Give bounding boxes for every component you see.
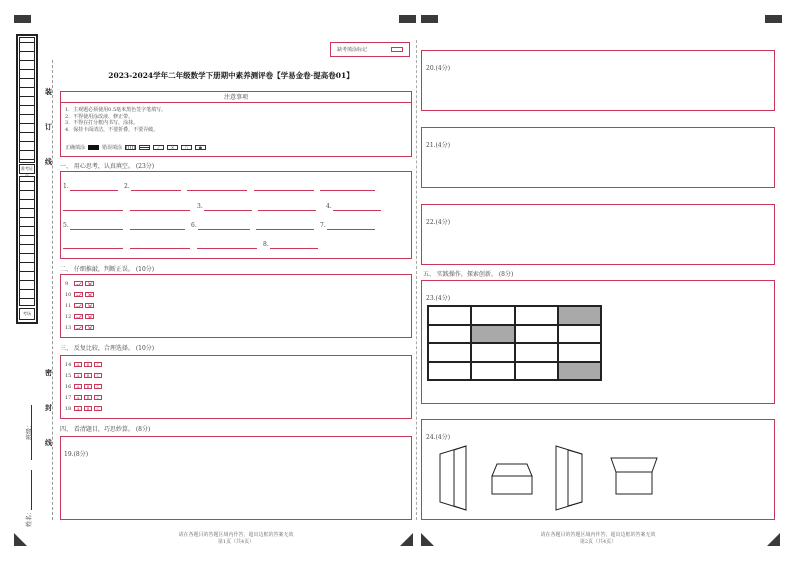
answer-blank[interactable]	[63, 210, 123, 211]
q24-label: 24.(4分)	[426, 434, 451, 441]
check-icon[interactable]	[74, 303, 83, 308]
cross-icon[interactable]	[85, 303, 94, 308]
option-b[interactable]: B	[84, 384, 92, 389]
wrong-fill-sample	[125, 145, 136, 150]
option-b[interactable]: B	[84, 406, 92, 411]
section3-title: 三、 反复比较，合理选择。 (10分)	[60, 345, 155, 352]
q21-label: 21.(4分)	[426, 142, 451, 149]
answer-blank[interactable]	[70, 190, 118, 191]
trapezoid-shape-1	[440, 446, 466, 510]
notice-item: 3．不得在打分框内书写，涂抹。	[65, 120, 139, 126]
judge-row: 10	[65, 292, 96, 299]
check-icon[interactable]	[74, 314, 83, 319]
judge-row: 9	[65, 281, 96, 288]
option-b[interactable]: B	[84, 373, 92, 378]
grid-cell	[558, 362, 601, 381]
grid-cell	[428, 306, 471, 325]
answer-blank[interactable]	[333, 210, 381, 211]
trapezoid-shape-2	[492, 464, 532, 494]
grid-cell	[428, 362, 471, 381]
answer-blank[interactable]	[130, 210, 190, 211]
answer-blank[interactable]	[198, 229, 250, 230]
answer-blank[interactable]	[130, 248, 190, 249]
section5-title: 五、 实践操作，探索创新。 (8分)	[423, 271, 514, 278]
binding-line	[52, 60, 53, 520]
absent-mark-label: 缺考填涂标记	[337, 47, 368, 53]
square-grid	[427, 305, 602, 381]
binding-char: 订	[45, 122, 52, 131]
page-number: 第1页（共4页）	[217, 539, 255, 545]
trapezoid-shape-4	[611, 458, 657, 494]
registration-mark	[399, 15, 416, 23]
blank-label: 3.	[197, 203, 203, 210]
option-c[interactable]: C	[94, 362, 102, 367]
option-c[interactable]: C	[94, 406, 102, 411]
notice-item: 4．保持卡面清洁，不要折叠，不要弄破。	[65, 126, 159, 133]
q19-label: 19.(8分)	[64, 451, 89, 458]
answer-blank[interactable]	[327, 229, 375, 230]
blank-label: 6.	[191, 222, 197, 229]
answer-blank[interactable]	[187, 190, 247, 191]
grid-cell	[558, 325, 601, 344]
answer-blank[interactable]	[204, 210, 252, 211]
option-a[interactable]: A	[74, 384, 82, 389]
footer-note: 请在各题目的答题区域内作答，超出边框的答案无效	[178, 532, 294, 538]
check-icon[interactable]	[74, 292, 83, 297]
blank-label: 8.	[263, 241, 269, 248]
choice-row: 15 A B C	[65, 373, 104, 380]
grid-cell	[558, 306, 601, 325]
wrong-fill-circle-icon: ○	[181, 145, 192, 150]
registration-mark	[421, 15, 438, 23]
absent-mark-box	[330, 42, 410, 57]
correct-fill-label: 正确填涂	[65, 145, 86, 151]
blank-label: 2.	[124, 183, 130, 190]
corner-triangle-mark	[14, 533, 27, 546]
seal-char: 线	[45, 438, 52, 447]
section2-box	[60, 274, 412, 338]
page2-footer	[498, 532, 698, 546]
blank-label: 1.	[63, 183, 69, 190]
shape-figures	[432, 442, 672, 514]
judge-row: 12	[65, 314, 96, 321]
class-input-line[interactable]	[31, 405, 32, 460]
blank-label: 7.	[320, 222, 326, 229]
answer-blank[interactable]	[63, 248, 123, 249]
q19-answer-box[interactable]	[60, 436, 412, 520]
judge-row: 13	[65, 325, 96, 332]
wrong-fill-dot-icon: ●	[195, 145, 206, 150]
q22-label: 22.(4分)	[426, 219, 451, 226]
answer-blank[interactable]	[320, 190, 375, 191]
grid-cell	[515, 306, 558, 325]
option-a[interactable]: A	[74, 406, 82, 411]
seal-char: 封	[45, 403, 52, 412]
section2-title: 二、 仔细推敲，判断正误。 (10分)	[60, 266, 155, 273]
wrong-fill-label: 错误填涂	[102, 145, 123, 151]
cross-icon[interactable]	[85, 281, 94, 286]
answer-blank[interactable]	[197, 248, 257, 249]
grid-cell	[471, 306, 514, 325]
name-input-line[interactable]	[31, 470, 32, 510]
option-a[interactable]: A	[74, 362, 82, 367]
q22-answer-box[interactable]	[421, 204, 775, 265]
wrong-fill-sample	[139, 145, 150, 150]
cross-icon[interactable]	[85, 292, 94, 297]
section1-box	[60, 171, 412, 259]
notice-box	[60, 91, 412, 157]
judge-row: 11	[65, 303, 96, 310]
answer-blank[interactable]	[254, 190, 314, 191]
notice-item: 2．不得使用涂改液、修正带。	[65, 113, 134, 120]
choice-row: 18 A B C	[65, 406, 104, 413]
exam-title: 2023-2024学年二年级数学下册期中素养测评卷【学易金卷·提高卷01】	[108, 71, 354, 80]
corner-triangle-mark	[421, 533, 434, 546]
corner-triangle-mark	[400, 533, 413, 546]
footer-note: 请在各题目的答题区域内作答，超出边框的答案无效	[540, 532, 656, 538]
grid-cell	[428, 343, 471, 362]
binding-char: 装	[45, 87, 52, 96]
grid-cell	[471, 325, 514, 344]
exam-no-label: 准考证	[19, 164, 35, 174]
notice-title: 注意事项	[61, 92, 411, 103]
option-a[interactable]: A	[74, 395, 82, 400]
answer-blank[interactable]	[258, 210, 316, 211]
grid-cell	[558, 343, 601, 362]
option-a[interactable]: A	[74, 373, 82, 378]
grid-cell	[515, 343, 558, 362]
option-b[interactable]: B	[84, 362, 92, 367]
page-number: 第2页（共4页）	[579, 539, 617, 545]
notice-item: 1．主观题必须使用0.5毫米黑色签字笔填写。	[65, 107, 167, 113]
grid-cell	[515, 362, 558, 381]
binding-char: 线	[45, 157, 52, 166]
check-icon[interactable]	[74, 325, 83, 330]
grid-cell	[515, 325, 558, 344]
option-c[interactable]: C	[94, 384, 102, 389]
q23-answer-box[interactable]	[421, 280, 775, 404]
wrong-fill-check-icon: ✓	[153, 145, 164, 150]
registration-mark	[14, 15, 31, 23]
wrong-fill-cross-icon: ✕	[167, 145, 178, 150]
name-label: 姓名：	[26, 508, 33, 527]
grid-cell	[471, 362, 514, 381]
registration-mark	[765, 15, 782, 23]
trapezoid-shape-3	[556, 446, 582, 510]
class-label: 班级：	[26, 421, 33, 440]
bubble-column[interactable]	[19, 176, 35, 306]
grid-cell	[428, 325, 471, 344]
seal-char: 密	[45, 368, 52, 377]
notice-list	[65, 107, 166, 133]
choice-row: 16 A B C	[65, 384, 104, 391]
fill-sample-row	[65, 144, 206, 151]
answer-blank[interactable]	[256, 229, 314, 230]
option-b[interactable]: B	[84, 395, 92, 400]
seat-label: 考场	[19, 308, 35, 320]
page1-footer	[136, 532, 336, 546]
answer-blank[interactable]	[270, 248, 318, 249]
q20-answer-box[interactable]	[421, 50, 775, 111]
option-c[interactable]: C	[94, 395, 102, 400]
page-divider	[416, 40, 417, 520]
section3-box	[60, 355, 412, 419]
answer-blank[interactable]	[130, 229, 185, 230]
q23-label: 23.(4分)	[426, 295, 451, 302]
choice-row: 14 A B C	[65, 362, 104, 369]
grid-cell	[471, 343, 514, 362]
blank-label: 5.	[63, 222, 69, 229]
corner-triangle-mark	[767, 533, 780, 546]
q21-answer-box[interactable]	[421, 127, 775, 188]
cross-icon[interactable]	[85, 314, 94, 319]
q24-answer-box[interactable]	[421, 419, 775, 520]
choice-row: 17 A B C	[65, 395, 104, 402]
blank-label: 4.	[326, 203, 332, 210]
exam-number-grid	[16, 34, 38, 324]
section4-title: 四、 看清题目，巧思妙算。 (8分)	[60, 426, 151, 433]
check-icon[interactable]	[74, 281, 83, 286]
correct-fill-sample	[88, 145, 99, 150]
bubble-column[interactable]	[19, 37, 35, 163]
q20-label: 20.(4分)	[426, 65, 451, 72]
absent-mark-bubble[interactable]	[391, 47, 403, 52]
option-c[interactable]: C	[94, 373, 102, 378]
answer-blank[interactable]	[131, 190, 181, 191]
cross-icon[interactable]	[85, 325, 94, 330]
section1-title: 一、 用心思考，认真填空。 (23分)	[60, 163, 155, 170]
answer-blank[interactable]	[70, 229, 123, 230]
